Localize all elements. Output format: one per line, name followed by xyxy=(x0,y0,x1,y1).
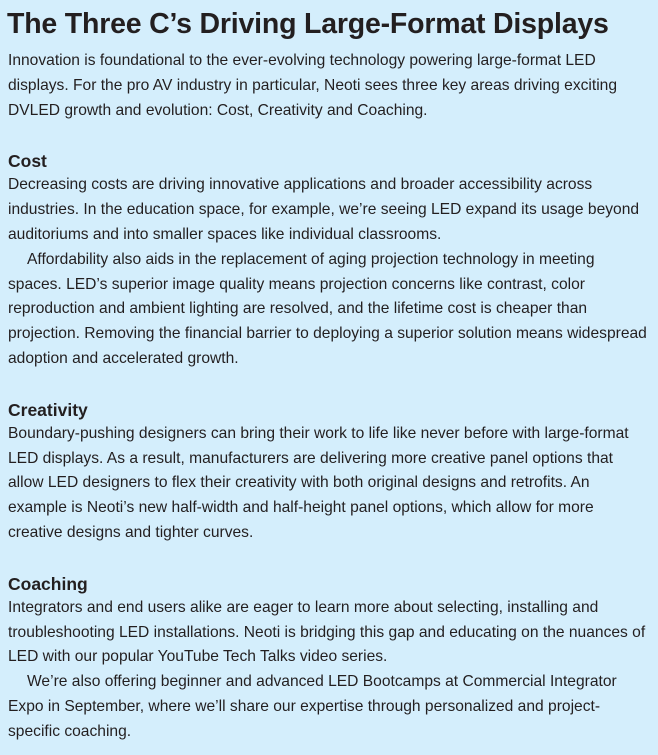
coaching-paragraph-1: Integrators and end users alike are eager to learn more about selecting, installing and troubleshooting LED installations. Neoti is bridging this gap and educating on the nuances of LED with our popular YouTube Tech Talks video series. xyxy=(8,598,646,666)
section-coaching xyxy=(8,572,650,745)
section-creativity xyxy=(8,398,650,546)
section-heading-coaching: Coaching xyxy=(8,573,88,594)
section-heading-cost: Cost xyxy=(8,151,47,172)
article-title: The Three C’s Driving Large-Format Displays xyxy=(7,8,609,40)
intro-paragraph: Innovation is foundational to the ever-evolving technology powering large-format LED displays. For the pro AV industry in particular, Neoti sees three key areas driving exciting DVLED growth and evolution: Cost, Creativity and Coaching. xyxy=(8,52,618,119)
section-cost xyxy=(8,149,650,371)
cost-paragraph-1: Decreasing costs are driving innovative applications and broader accessibility across industries. In the education space, for example, we’re seeing LED expand its usage beyond auditoriums and into smaller spaces like individual classrooms. xyxy=(8,176,640,243)
cost-paragraph-2: Affordability also aids in the replacement of aging projection technology in meeting spaces. LED’s superior image quality means projection concerns like contrast, color reproduction and ambient lighting are resolved, and the lifetime cost is cheaper than projection. Removing the financial barrier to deploying a superior solution means widespread adoption and accelerated growth. xyxy=(8,250,647,367)
coaching-paragraph-2: We’re also offering beginner and advanced LED Bootcamps at Commercial Integrator Expo in September, where we’ll share our expertise through personalized and project-specific coaching. xyxy=(8,673,617,740)
section-heading-creativity: Creativity xyxy=(8,399,88,420)
creativity-paragraph-1: Boundary-pushing designers can bring their work to life like never before with large-format LED displays. As a result, manufacturers are delivering more creative panel options that allow LED designers to flex their creativity with both original designs and retrofits. An example is Neoti’s new half-width and half-height panel options, which allow for more creative designs and tighter curves. xyxy=(8,424,629,541)
